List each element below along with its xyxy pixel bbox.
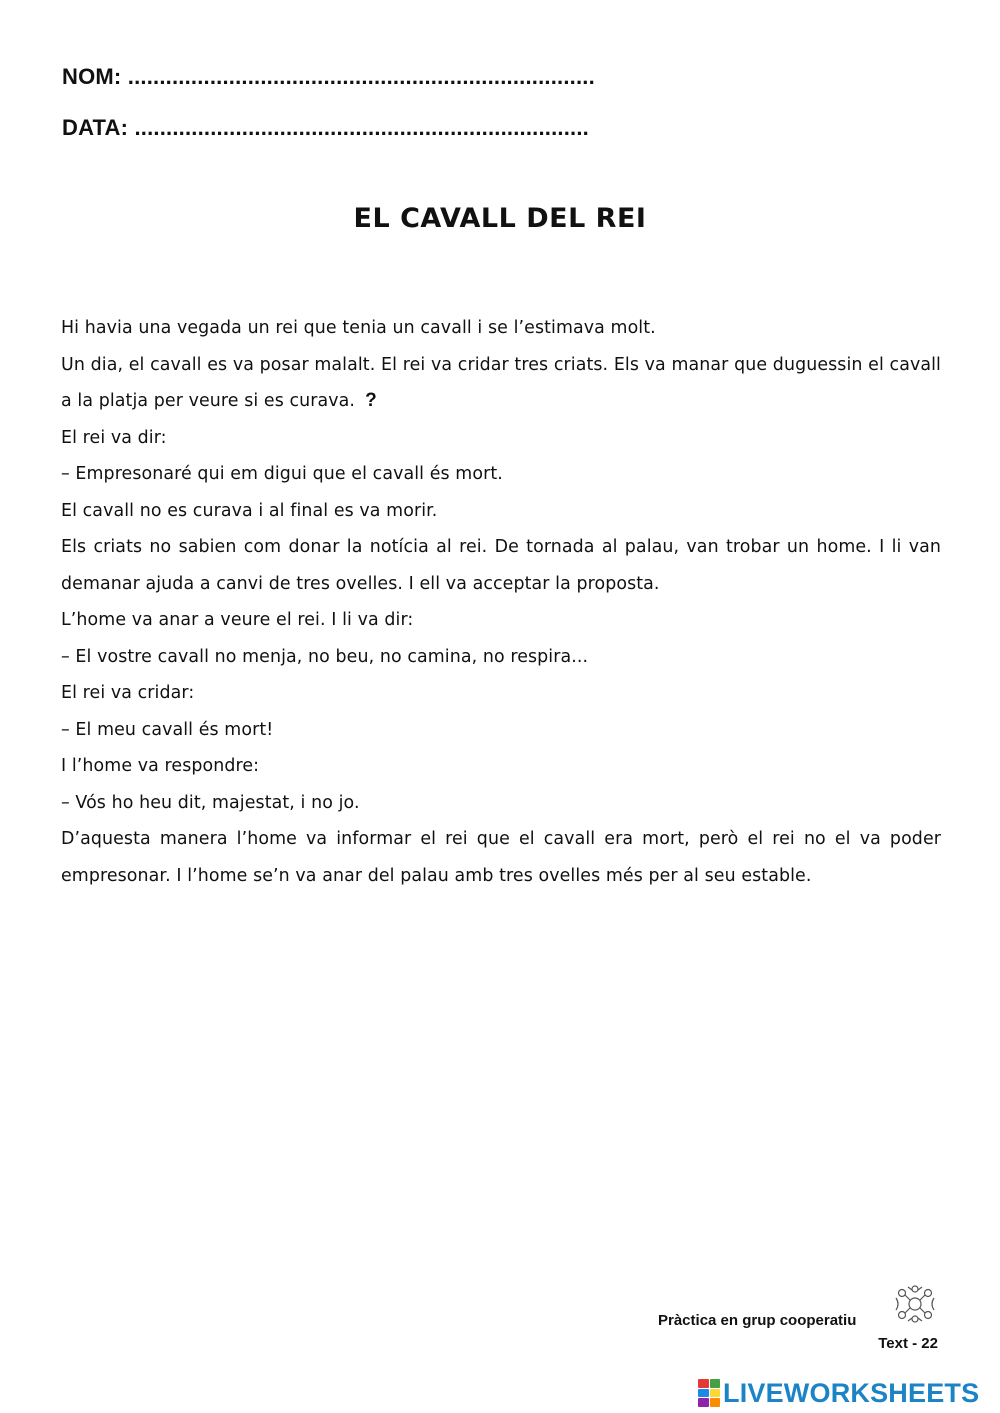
answer-question-mark[interactable]: ?: [365, 390, 377, 411]
story-text: [61, 310, 941, 894]
story-paragraph-2-text: Un dia, el cavall es va posar malalt. El rei va cridar tres criats. Els va manar que duguessin el cavall a la platja per veure si es curava.: [61, 354, 941, 411]
story-paragraph-4: – Empresonaré qui em digui que el cavall és mort.: [61, 464, 503, 484]
story-paragraph-11: I l’home va respondre:: [61, 756, 260, 776]
footer-practice-label: Pràctica en grup cooperatiu: [658, 1312, 857, 1329]
story-paragraph-10: – El meu cavall és mort!: [61, 719, 274, 740]
story-paragraph-7: L’home va anar a veure el rei. I li va dir:: [61, 610, 414, 630]
story-paragraph-1: Hi havia una vegada un rei que tenia un cavall i se l’estimava molt.: [61, 318, 656, 338]
story-paragraph-9: El rei va cridar:: [61, 683, 195, 703]
story-paragraph-3: El rei va dir:: [61, 427, 167, 448]
cooperative-group-icon: [892, 1284, 938, 1324]
story-paragraph-2: [61, 347, 941, 420]
story-paragraph-12: – Vós ho heu dit, majestat, i no jo.: [61, 792, 360, 813]
liveworksheets-brand[interactable]: [698, 1378, 979, 1408]
liveworksheets-logo-icon: [698, 1379, 720, 1407]
date-field-line[interactable]: DATA: ........................................................................: [62, 115, 589, 140]
story-paragraph-8: – El vostre cavall no menja, no beu, no camina, no respira...: [61, 646, 589, 667]
story-paragraph-13: D’aquesta manera l’home va informar el rei que el cavall era mort, però el rei no el va poder empresonar. I l’home se’n va anar del palau amb tres ovelles més per al seu estable.: [61, 829, 941, 886]
story-paragraph-5: El cavall no es curava i al final es va morir.: [61, 500, 438, 521]
liveworksheets-wordmark: LIVEWORKSHEETS: [723, 1377, 980, 1408]
name-field-line[interactable]: NOM: ..........................................................................: [62, 64, 595, 89]
footer-text-number: Text - 22: [878, 1335, 938, 1352]
story-paragraph-6: Els criats no sabien com donar la notícia al rei. De tornada al palau, van trobar un home. I li van demanar ajuda a canvi de tres ovelles. I ell va acceptar la proposta.: [61, 537, 941, 594]
story-title: EL CAVALL DEL REI: [353, 203, 647, 234]
